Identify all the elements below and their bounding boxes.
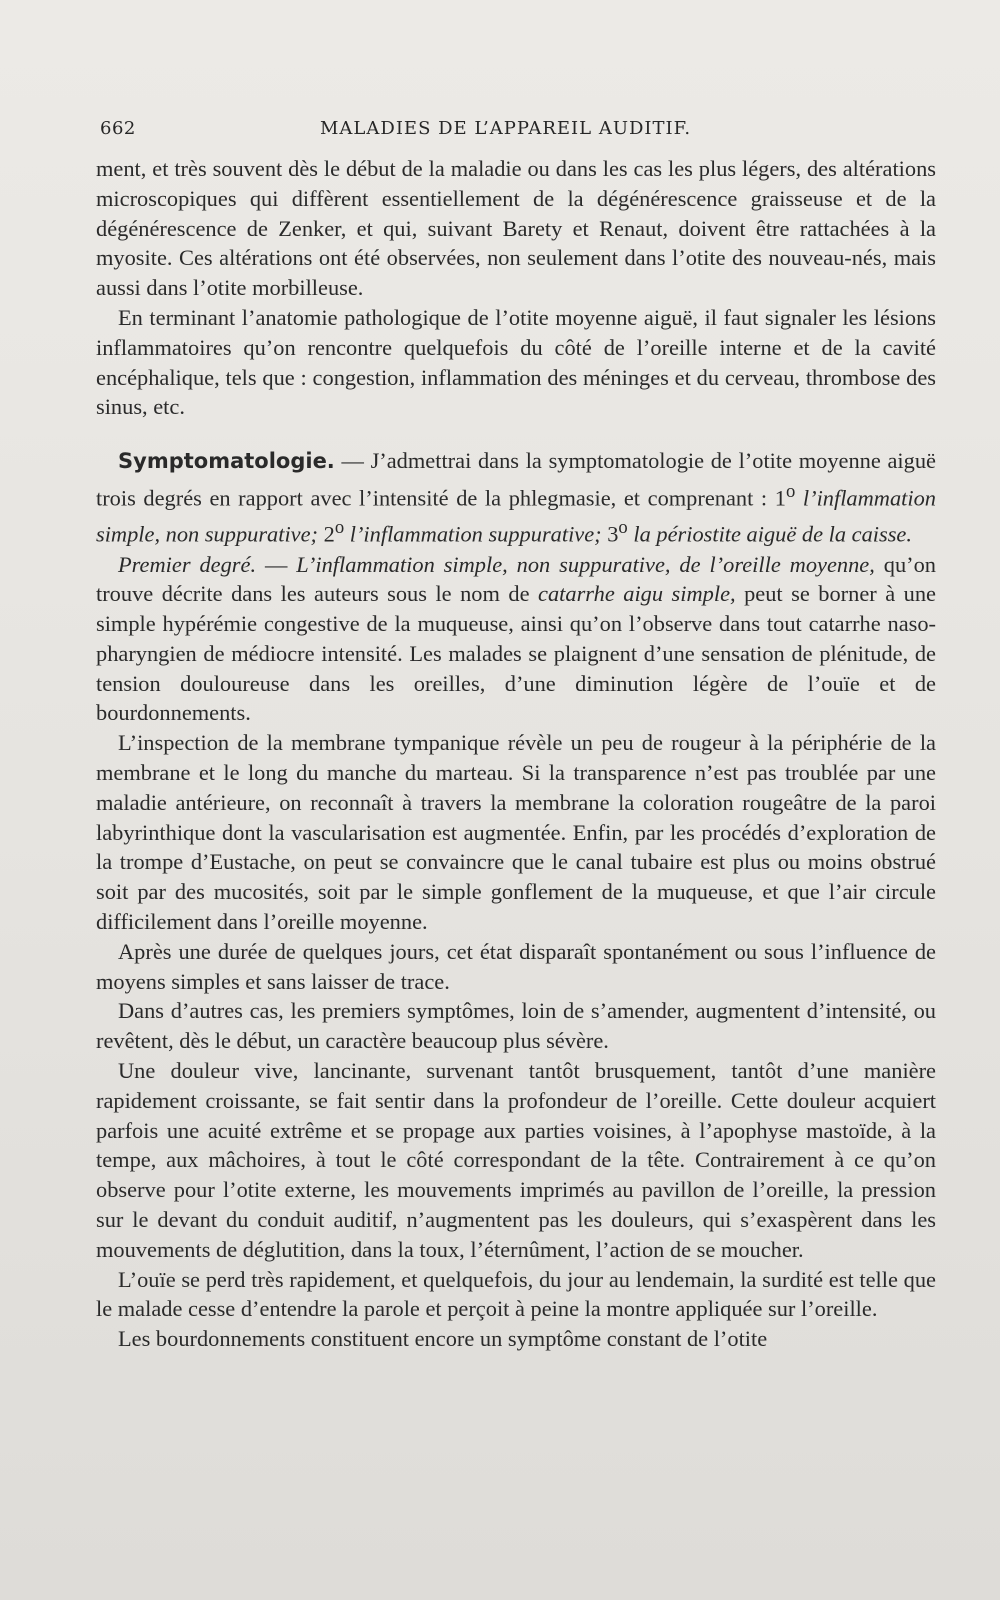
page-header — [100, 118, 930, 148]
symptom-text-1: — J’admettrai dans la symptomatologie de l’otite moyenne aiguë trois degrés en rapport avec l’intensité de la phlegmasie, et comprenant : 1 — [96, 448, 936, 511]
paragraph-autres-cas: Dans d’autres cas, les premiers symptômes, loin de s’amender, augmentent d’intensité, ou revêtent, dès le début, un caractère beaucoup plus sévère. — [96, 998, 936, 1054]
ordinal-3: o — [618, 517, 628, 539]
premier-degre-text-2: qu’on trouve décrite dans les auteurs sous le nom de — [96, 551, 936, 607]
paragraph-ouie: L’ouïe se perd très rapidement, et quelquefois, du jour au lendemain, la surdité est telle que le malade cesse d’entendre la parole et perçoit à peine la montre appliquée sur l’oreille. — [96, 1266, 936, 1322]
premier-degre-label: Premier degré. — [118, 551, 257, 577]
ordinal-1: o — [785, 480, 796, 502]
section-spacer — [96, 422, 936, 446]
symptom-text-2: 2 — [318, 521, 335, 547]
symptom-text-3: 3 — [601, 521, 619, 547]
paragraph-premier-degre — [96, 550, 936, 729]
paragraph-inspection: L’inspection de la membrane tympanique révèle un peu de rougeur à la périphérie de la membrane et le long du manche du marteau. Si la transparence n’est pas troublée par une maladie antérieure, on reconnaît à travers la membrane la coloration rougeâtre de la paroi labyrinthique dont la vascularisation est augmentée. Enfin, par les procédés d’exploration de la trompe d’Eustache, on peut se convaincre que le canal tubaire est plus ou moins obstrué soit par des mucosités, soit par le simple gonflement de la muqueuse, et que l’air circule difficilement dans l’oreille moyenne. — [96, 730, 936, 935]
degree-3-label: la périostite aiguë de la caisse. — [633, 521, 912, 547]
section-heading: Symptomatologie. — [118, 449, 335, 474]
inflammation-simple-label: L’inflammation simple, non suppurative, de l’oreille moyenne, — [296, 551, 875, 577]
degree-1-label: l’inflammation simple, non suppurative; — [96, 485, 936, 547]
page-number: 662 — [100, 118, 136, 139]
paragraph-bourdonnements: Les bourdonnements constituent encore un symptôme constant de l’otite — [118, 1326, 768, 1352]
running-head: MALADIES DE L’APPAREIL AUDITIF. — [320, 118, 692, 139]
paragraph-anatomy-conclusion: En terminant l’anatomie pathologique de l’otite moyenne aiguë, il faut signaler les lésions inflammatoires qu’on rencontre quelquefois du côté de l’oreille interne et de la cavité encéphalique, tels que : congestion, inflammation des méninges et du cerveau, thrombose des sinus, etc. — [96, 304, 936, 420]
paragraph-duree: Après une durée de quelques jours, cet état disparaît spontanément ou sous l’influence de moyens simples et sans laisser de trace. — [96, 938, 936, 994]
paragraph-continuation: ment, et très souvent dès le début de la maladie ou dans les cas les plus légers, des altérations microscopiques qui diffèrent essentiellement de la dégénérescence graisseuse et de la dégénérescence de Zenker, et qui, suivant Barety et Renaut, doivent être rattachées à la myosite. Ces altérations ont été observées, non seulement dans l’otite des nouveau-nés, mais aussi dans l’otite morbilleuse. — [96, 156, 936, 301]
body-text — [96, 154, 936, 1354]
catarrhe-aigu-label: catarrhe aigu simple, — [538, 581, 736, 607]
premier-degre-text-3: peut se borner à une simple hypérémie congestive de la muqueuse, ainsi qu’on l’observe dans tout catarrhe naso-pharyngien de médiocre intensité. Les malades se plaignent d’une sensation de plénitude, de tension douloureuse dans les oreilles, d’une diminution légère de l’ouïe et de bourdonnements. — [96, 581, 936, 726]
paragraph-douleur: Une douleur vive, lancinante, survenant tantôt brusquement, tantôt d’une manière rapidement croissante, se fait sentir dans la profondeur de l’oreille. Cette douleur acquiert parfois une acuité extrême et se propage aux parties voisines, à l’apophyse mastoïde, à la tempe, aux mâchoires, à tout le côté correspondant de la tête. Contrairement à ce qu’on observe pour l’otite externe, les mouvements imprimés au pavillon de l’oreille, la pression sur le devant du conduit auditif, n’augmentent pas les douleurs, qui s’exaspèrent dans les mouvements de déglutition, dans la toux, l’éternûment, l’action de se moucher. — [96, 1058, 936, 1262]
paragraph-symptomatologie — [96, 446, 936, 549]
premier-degre-dash: — — [256, 551, 297, 577]
degree-2-label: l’inflammation suppurative; — [349, 521, 602, 547]
ordinal-2: o — [334, 517, 345, 539]
